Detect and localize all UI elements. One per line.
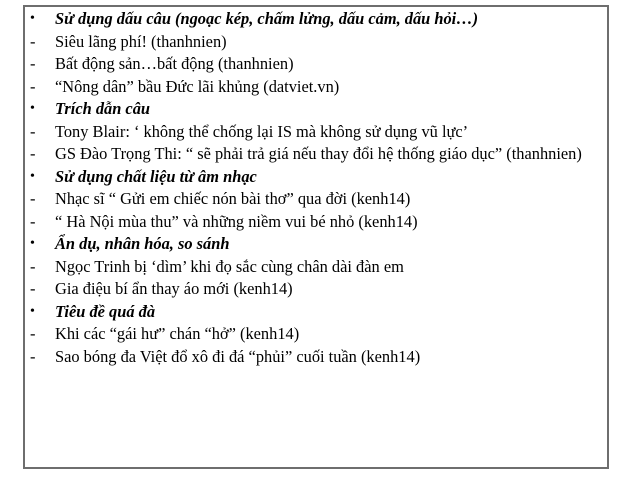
dash-marker: - [30, 256, 36, 276]
item-text: Nhạc sĩ “ Gửi em chiếc nón bài thơ” qua đời (kenh14) [55, 189, 411, 208]
list-item [30, 256, 605, 279]
list-item [30, 143, 605, 166]
heading-text: Trích dẫn câu [55, 99, 151, 118]
dash-marker: - [30, 31, 36, 51]
item-text: Ngọc Trinh bị ‘dìm’ khi đọ sắc cùng chân dài đàn em [55, 256, 404, 276]
item-text: GS Đào Trọng Thi: “ sẽ phải trả giá nếu thay đổi hệ thống giáo dục” (thanhnien) [55, 144, 582, 163]
dash-marker: - [30, 121, 36, 141]
list-item [30, 76, 605, 99]
dash-marker: - [30, 144, 36, 163]
list-item [30, 53, 605, 76]
heading-excessive [30, 301, 605, 324]
dash-marker: - [30, 189, 36, 208]
item-text: “ Hà Nội mùa thu” và những niềm vui bé nhỏ (kenh14) [55, 211, 418, 231]
dash-marker: - [30, 54, 36, 73]
heading-text: Tiêu đề quá đà [55, 301, 156, 321]
bullet-marker: • [30, 168, 35, 184]
list-item [30, 346, 605, 369]
heading-text: Ẩn dụ, nhân hóa, so sánh [55, 234, 230, 253]
list-item [30, 188, 605, 211]
heading-text: Sử dụng chất liệu từ âm nhạc [55, 166, 257, 186]
heading-metaphor [30, 233, 605, 256]
item-text: Siêu lãng phí! (thanhnien) [55, 31, 227, 51]
dash-marker: - [30, 346, 36, 366]
list-item [30, 211, 605, 234]
heading-music [30, 166, 605, 189]
item-text: Gia điệu bí ẩn thay áo mới (kenh14) [55, 279, 293, 298]
item-text: Khi các “gái hư” chán “hở” (kenh14) [55, 324, 300, 343]
dash-marker: - [30, 279, 36, 298]
bullet-marker: • [30, 11, 35, 26]
bullet-marker: • [30, 101, 35, 116]
list-item [30, 121, 605, 144]
list-item [30, 323, 605, 346]
item-text: Bất động sản…bất động (thanhnien) [55, 54, 294, 73]
bullet-list [30, 8, 605, 368]
list-item [30, 278, 605, 301]
dash-marker: - [30, 324, 36, 343]
item-text: “Nông dân” bầu Đức lãi khủng (datviet.vn) [55, 76, 340, 96]
list-item [30, 31, 605, 54]
bullet-marker: • [30, 303, 35, 319]
heading-text: Sử dụng dấu câu (ngoạc kép, chấm lửng, dấu cảm, dấu hỏi…) [55, 9, 479, 28]
dash-marker: - [30, 211, 36, 231]
bullet-marker: • [30, 236, 35, 251]
item-text: Sao bóng đa Việt đổ xô đi đá “phủi” cuối tuần (kenh14) [55, 346, 421, 366]
heading-punctuation [30, 8, 605, 31]
heading-quotation [30, 98, 605, 121]
item-text: Tony Blair: ‘ không thể chống lại IS mà không sử dụng vũ lực’ [55, 121, 469, 141]
dash-marker: - [30, 76, 36, 96]
